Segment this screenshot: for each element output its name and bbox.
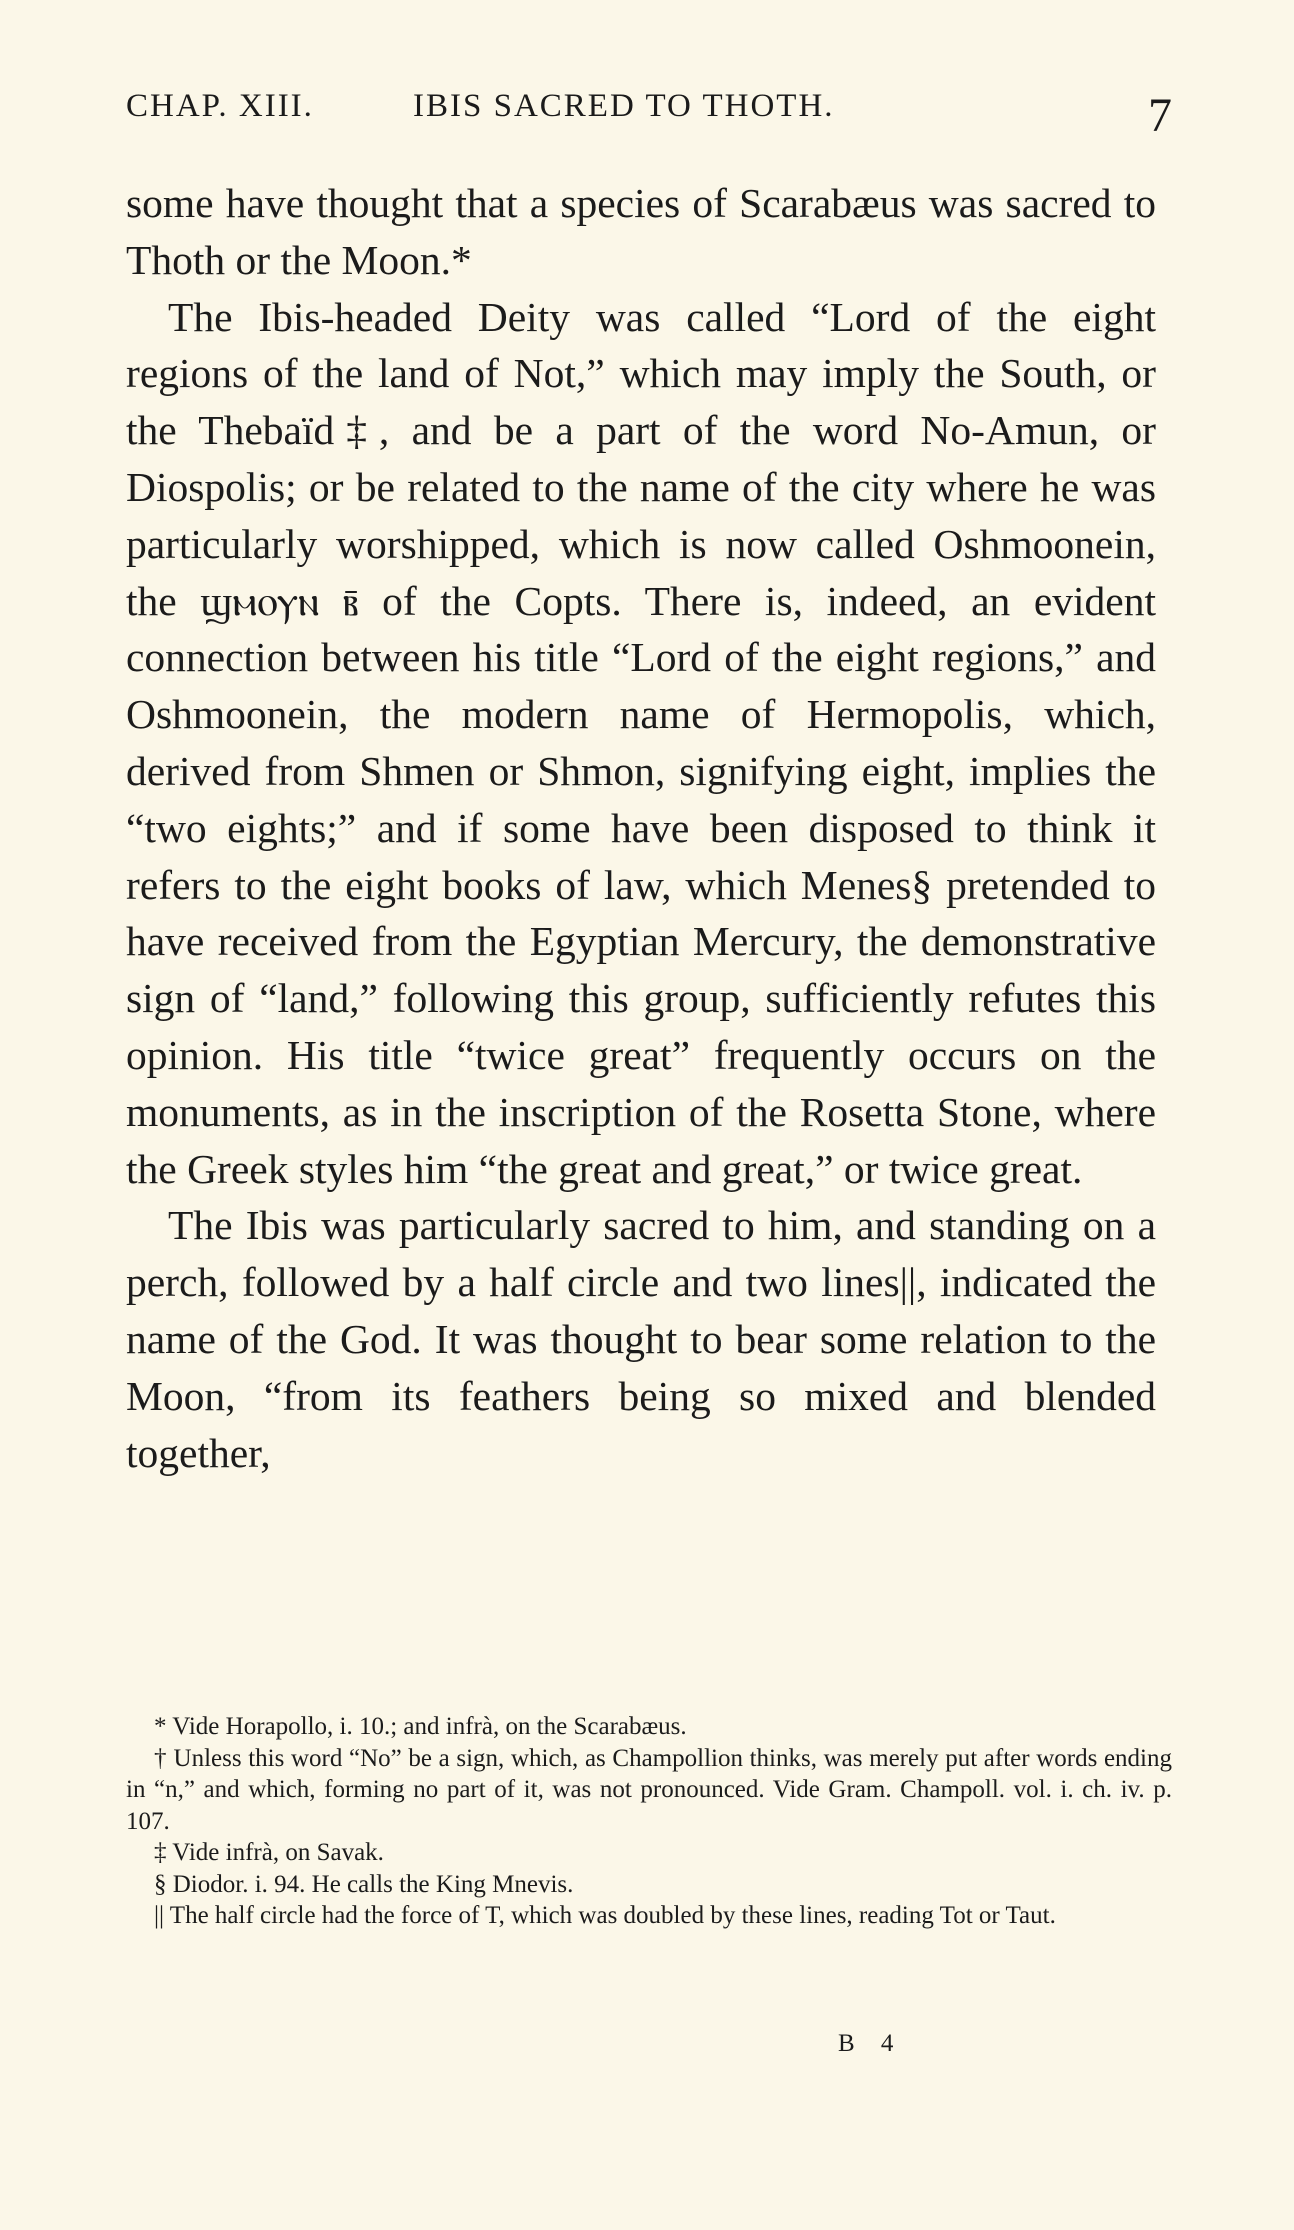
signature-mark: B 4 xyxy=(838,2030,904,2057)
paragraph: The Ibis was particularly sacred to him, and standing on a perch, followed by a half circle and two lines||, indicated the name of the God. It was thought to bear some relation to the Moon, “from its feathers being so mixed and blended together, xyxy=(126,1202,1156,1476)
footnote: || The half circle had the force of T, which was doubled by these lines, reading Tot or Taut. xyxy=(154,1902,1056,1929)
footnote: § Diodor. i. 94. He calls the King Mnevis. xyxy=(154,1870,574,1898)
running-header xyxy=(126,88,1172,148)
chapter-label: CHAP. XIII. xyxy=(126,88,314,124)
footnote: † Unless this word “No” be a sign, which, as Champollion thinks, was merely put after words ending in “n,” and which, forming no part of it, was not pronounced. Vide Gram. Champoll. vol. i. ch. iv. p. 107. xyxy=(126,1744,1172,1835)
paragraph: some have thought that a species of Scarabæus was sacred to Thoth or the Moon.* xyxy=(126,180,1156,283)
page-number: 7 xyxy=(1148,89,1172,142)
footnote: ‡ Vide infrà, on Savak. xyxy=(154,1839,384,1866)
paragraph: The Ibis-headed Deity was called “Lord of the eight regions of the land of Not,” which may imply the South, or the Thebaïd‡, and be a part of the word No-Amun, or Diospolis; or be related to the name of the city where he was particularly worshipped, which is now called Oshmoonein, the ϣⲙⲟⲩⲛ ⲃ̄ of the Copts. There is, indeed, an evident connection between his title “Lord of the eight regions,” and Oshmoonein, the modern name of Hermopolis, which, derived from Shmen or Shmon, signifying eight, implies the “two eights;” and if some have been disposed to think it refers to the eight books of law, which Menes§ pretended to have received from the Egyptian Mercury, the demonstrative sign of “land,” following this group, sufficiently refutes this opinion. His title “twice great” frequently occurs on the monuments, as in the inscription of the Rosetta Stone, where the Greek styles him “the great and great,” or twice great. xyxy=(126,293,1156,1192)
body-text xyxy=(126,175,1156,1481)
footnotes xyxy=(126,1711,1172,1932)
footnote: * Vide Horapollo, i. 10.; and infrà, on the Scarabæus. xyxy=(154,1713,687,1740)
running-title: IBIS SACRED TO THOTH. xyxy=(413,88,835,124)
